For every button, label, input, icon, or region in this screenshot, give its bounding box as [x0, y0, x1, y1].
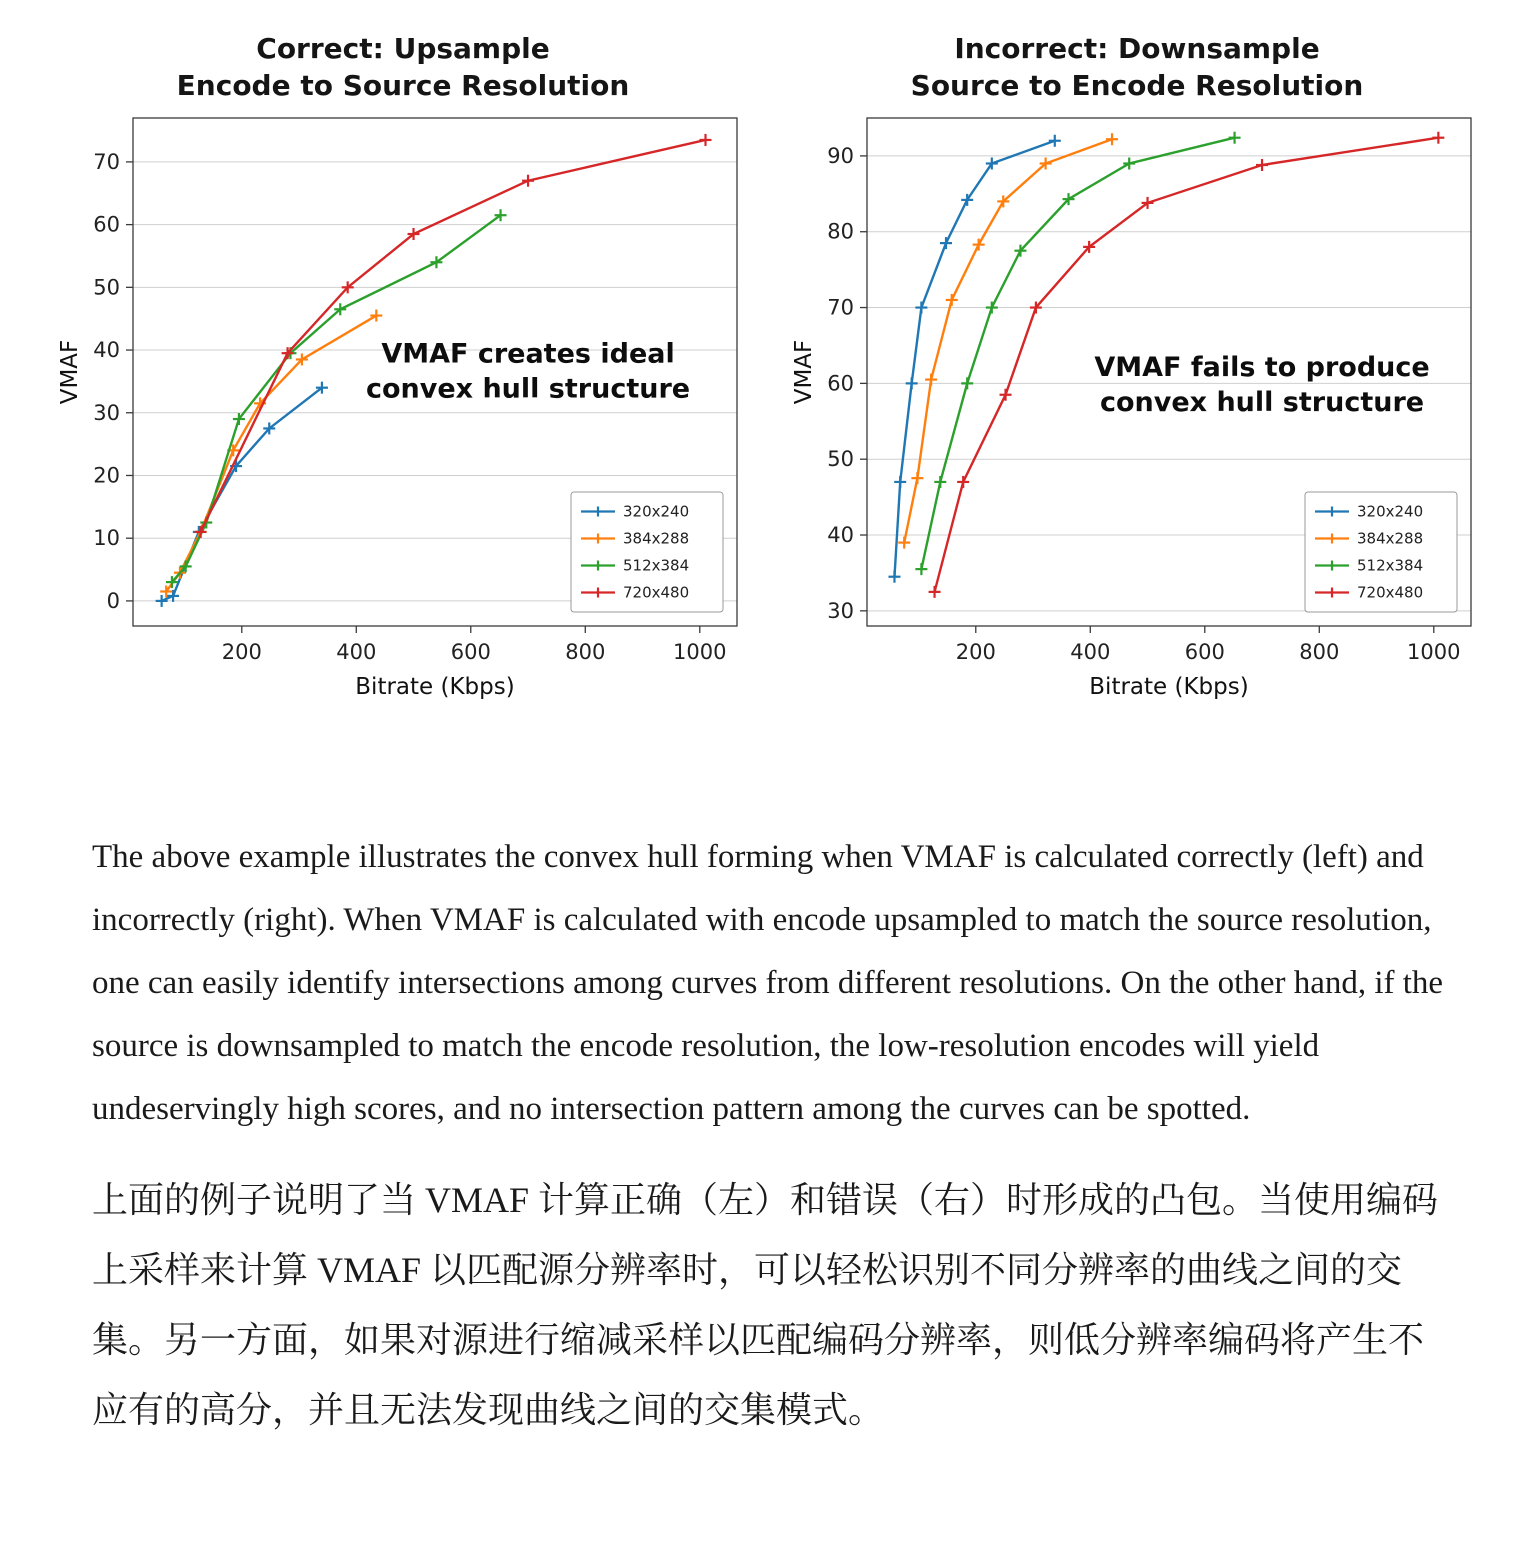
- y-tick-label: 0: [106, 588, 120, 613]
- annotation-text: convex hull structure: [365, 373, 691, 405]
- legend-label: 384x288: [623, 529, 690, 548]
- x-tick-label: 600: [450, 640, 491, 664]
- chart-title-line: Encode to Source Resolution: [176, 69, 630, 102]
- y-axis-label: VMAF: [57, 339, 83, 405]
- y-tick-label: 80: [827, 219, 854, 244]
- chart-title-line: Incorrect: Downsample: [954, 32, 1320, 65]
- correct-upsample-chart: [53, 108, 753, 708]
- figure-row: [0, 0, 1540, 708]
- english-paragraph: The above example illustrates the convex hull forming when VMAF is calculated correctly (left) and incorrectly (right). When VMAF is calculated with encode upsampled to match the source resolution, one can easily identify intersections among curves from different resolutions. On the other hand, if the source is downsampled to match the encode resolution, the low-resolution encodes will yield undeservingly high scores, and no intersection pattern among the curves can be spotted.: [92, 839, 1444, 1127]
- y-tick-label: 10: [93, 526, 120, 551]
- annotation-text: VMAF fails to produce: [1094, 351, 1430, 383]
- y-tick-label: 40: [827, 523, 854, 548]
- x-tick-label: 600: [1184, 640, 1225, 664]
- x-tick-label: 1000: [673, 640, 727, 664]
- y-tick-label: 60: [827, 371, 854, 396]
- x-tick-label: 800: [565, 640, 606, 664]
- legend-label: 384x288: [1357, 529, 1424, 548]
- y-tick-label: 90: [827, 143, 854, 168]
- series-line-720x480: [201, 140, 706, 532]
- chinese-paragraph: 上面的例子说明了当 VMAF 计算正确（左）和错误（右）时形成的凸包。当使用编码上采样来计算 VMAF 以匹配源分辨率时，可以轻松识别不同分辨率的曲线之间的交集。另一方面，如果对源进行缩减采样以匹配编码分辨率，则低分辨率编码将产生不应有的高分，并且无法发现曲线之间的交集模式。: [92, 1180, 1439, 1430]
- x-axis-label: Bitrate (Kbps): [355, 674, 515, 700]
- legend-label: 512x384: [623, 556, 690, 575]
- incorrect-downsample-chart: [787, 108, 1487, 708]
- y-tick-label: 50: [93, 275, 120, 300]
- y-tick-label: 30: [827, 598, 854, 623]
- y-axis-label: VMAF: [791, 339, 817, 405]
- x-tick-label: 200: [221, 640, 262, 664]
- y-tick-label: 60: [93, 212, 120, 237]
- chart-title-line: Source to Encode Resolution: [910, 69, 1364, 102]
- y-tick-label: 30: [93, 400, 120, 425]
- annotation-text: VMAF creates ideal: [381, 338, 675, 370]
- y-tick-label: 20: [93, 463, 120, 488]
- chart-title-incorrect: [787, 30, 1487, 104]
- x-tick-label: 400: [1070, 640, 1111, 664]
- chart-block-correct: [53, 30, 753, 708]
- y-tick-label: 40: [93, 338, 120, 363]
- legend-label: 720x480: [1357, 583, 1424, 602]
- article-text: [0, 826, 1540, 1445]
- chart-block-incorrect: [787, 30, 1487, 708]
- x-tick-label: 800: [1299, 640, 1340, 664]
- chart-title-line: Correct: Upsample: [256, 32, 550, 65]
- legend-label: 512x384: [1357, 556, 1424, 575]
- x-axis-label: Bitrate (Kbps): [1089, 674, 1249, 700]
- x-tick-label: 1000: [1407, 640, 1461, 664]
- legend-label: 720x480: [623, 583, 690, 602]
- series-line-384x288: [166, 316, 376, 592]
- chart-title-correct: [53, 30, 753, 104]
- legend-label: 320x240: [1357, 502, 1424, 521]
- x-tick-label: 400: [336, 640, 377, 664]
- legend-label: 320x240: [623, 502, 690, 521]
- annotation-text: convex hull structure: [1099, 386, 1425, 418]
- y-tick-label: 70: [93, 149, 120, 174]
- x-tick-label: 200: [955, 640, 996, 664]
- y-tick-label: 70: [827, 295, 854, 320]
- y-tick-label: 50: [827, 447, 854, 472]
